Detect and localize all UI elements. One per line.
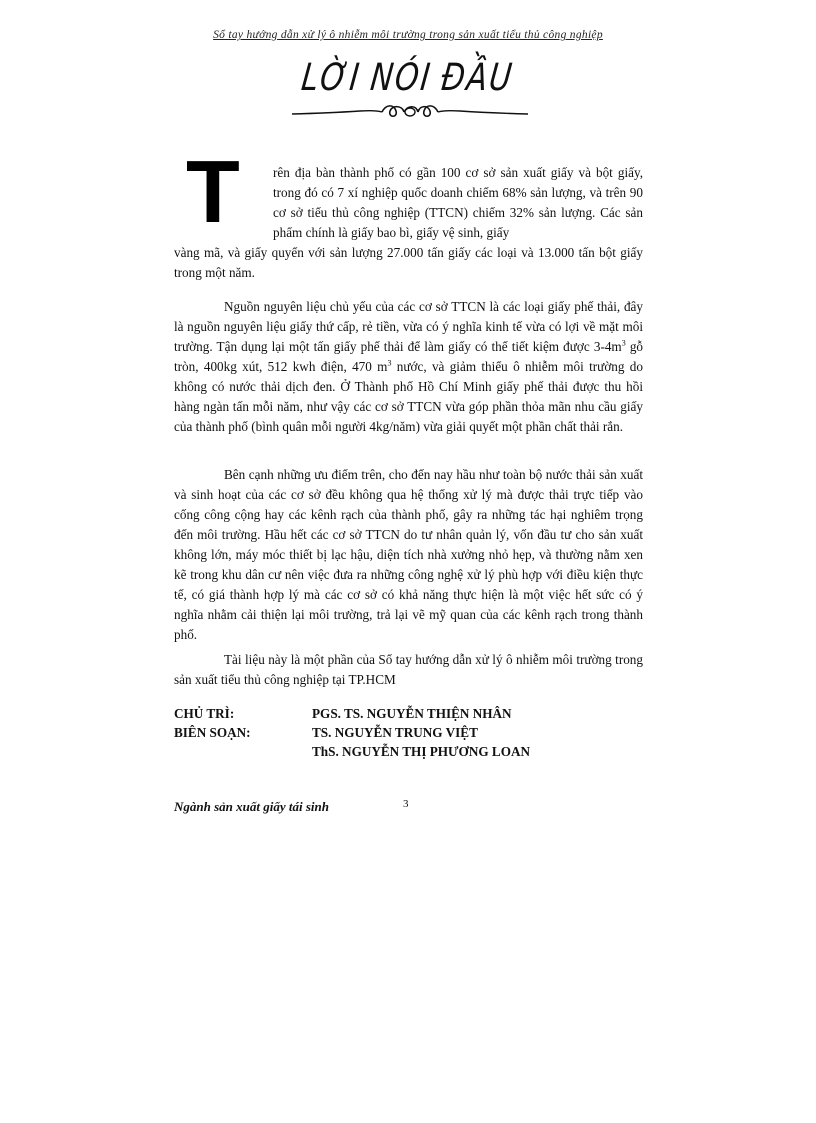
drop-cap: T [186, 142, 240, 241]
credit-name: PGS. TS. NGUYỄN THIỆN NHÂN [312, 706, 512, 721]
credit-label: BIÊN SOẠN: [174, 725, 251, 740]
paragraph-1-top: rên địa bàn thành phố có gần 100 cơ sở sản xuất giấy và bột giấy, trong đó có 7 xí nghiệp quốc doanh chiếm 68% sản lượng, và trên 90 cơ sở tiểu thủ công nghiệp (TTCN) chiếm 32% sản lượng. Các sản phẩm chính là giấy bao bì, giấy vệ sinh, giấy [273, 165, 643, 240]
running-header: Sổ tay hướng dẫn xử lý ô nhiễm môi trường trong sản xuất tiểu thủ công nghiệp [213, 29, 603, 41]
credit-label: CHỦ TRÌ: [174, 706, 235, 721]
credit-row-chair [174, 704, 530, 723]
paragraph-1-rest: vàng mã, và giấy quyển với sản lượng 27.000 tấn giấy các loại và 13.000 tấn bột giấy trong một năm. [174, 245, 643, 280]
footer-section-title: Ngành sản xuất giấy tái sinh [174, 799, 329, 814]
title-word: ĐẦU [439, 56, 516, 100]
paragraph-2: Nguồn nguyên liệu chủ yếu của các cơ sở TTCN là các loại giấy phế thải, đây là nguồn nguyên liệu giấy thứ cấp, rẻ tiền, vừa có ý nghĩa kinh tế vừa có lợi về mặt môi trường. Tận dụng lại một tấn giấy phế thải để làm giấy có thể tiết kiệm được $3-4m^3$ gỗ tròn, 400kg xút, 512 kwh điện, 470 $m^3$ nước, và giảm thiểu ô nhiễm môi trường do không có nước thải dịch đen. Ở Thành phố Hồ Chí Minh giấy phế thải được thu hồi hàng ngàn tấn mỗi năm, như vậy các cơ sở TTCN vừa góp phần thỏa mãn nhu cầu giấy của thành phố (bình quân mỗi người 4kg/năm) vừa giải quyết một phần chất thải rắn. [174, 299, 644, 434]
paragraph-4: Tài liệu này là một phần của Sổ tay hướng dẫn xử lý ô nhiễm môi trường trong sản xuất tiểu thủ công nghiệp tại TP.HCM [174, 652, 643, 687]
credit-name: ThS. NGUYỄN THỊ PHƯƠNG LOAN [312, 744, 530, 759]
credit-row-editor [174, 723, 530, 742]
page-number: 3 [403, 798, 409, 810]
credit-row-editor-2 [174, 742, 530, 761]
page-title [295, 56, 520, 100]
credit-name: TS. NGUYỄN TRUNG VIỆT [312, 725, 478, 740]
title-word: NÓI [368, 56, 435, 100]
paragraph-3: Bên cạnh những ưu điểm trên, cho đến nay hầu như toàn bộ nước thải sản xuất và sinh hoạt của các cơ sở đều không qua hệ thống xử lý mà được thải trực tiếp vào cống công cộng hay các kênh rạch của thành phố, gây ra những tác hại nghiêm trọng đến môi trường. Hầu hết các cơ sở TTCN do tư nhân quản lý, vốn đầu tư cho sản xuất không lớn, máy móc thiết bị lạc hậu, diện tích nhà xưởng nhỏ hẹp, và thường nằm xen kẽ trong khu dân cư nên việc đưa ra những công nghệ xử lý phù hợp với điều kiện thực tế, có giá thành hợp lý mà các cơ sở có khả năng thực hiện là một việc hết sức có ý nghĩa nhằm cải thiện lại môi trường, trả lại vẽ mỹ quan của các kênh rạch trong thành phố. [174, 467, 643, 642]
credits-block [174, 704, 530, 761]
ornament-divider-icon [290, 100, 530, 124]
title-word: LỜI [299, 56, 364, 100]
